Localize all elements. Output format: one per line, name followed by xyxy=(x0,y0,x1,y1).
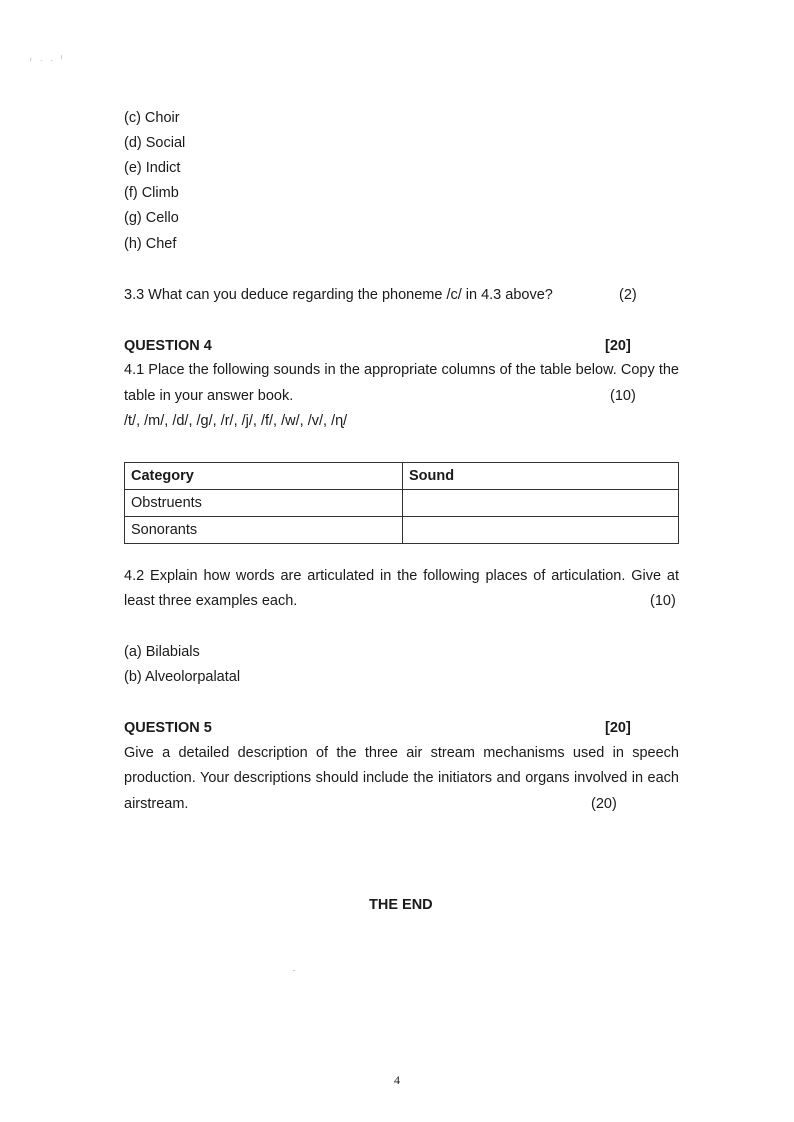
q4-1-line2: table in your answer book. xyxy=(124,388,294,404)
q3-3-text: 3.3 What can you deduce regarding the phoneme /c/ in 4.3 above? xyxy=(124,287,553,303)
table-header-sound: Sound xyxy=(403,463,679,490)
q5-total: [20] xyxy=(605,720,631,736)
q4-2-marks: (10) xyxy=(650,593,676,609)
table-cell-sound xyxy=(403,490,679,517)
table-cell-category: Obstruents xyxy=(125,490,403,517)
q3-option-f: (f) Climb xyxy=(124,185,179,201)
q5-line1: Give a detailed description of the three air stream mechanisms used in speech xyxy=(124,745,679,761)
q3-option-e: (e) Indict xyxy=(124,160,181,176)
q3-3-marks: (2) xyxy=(619,287,637,303)
q3-option-h: (h) Chef xyxy=(124,236,177,252)
table-cell-category: Sonorants xyxy=(125,517,403,544)
the-end-label: THE END xyxy=(369,897,433,913)
q5-line3: airstream. xyxy=(124,796,189,812)
q4-2-option-b: (b) Alveolorpalatal xyxy=(124,669,241,685)
scan-artifact-marks: ᵣ . . ˡ xyxy=(30,54,66,63)
q3-option-c: (c) Choir xyxy=(124,110,180,126)
q5-line2: production. Your descriptions should include the initiators and organs involved in each xyxy=(124,770,679,786)
table-cell-sound xyxy=(403,517,679,544)
q4-2-option-a: (a) Bilabials xyxy=(124,644,200,660)
q5-marks: (20) xyxy=(591,796,617,812)
table-row xyxy=(125,490,679,517)
q4-2-line2: least three examples each. xyxy=(124,593,298,609)
table-header-category: Category xyxy=(125,463,403,490)
sounds-table xyxy=(124,462,679,544)
q4-title: QUESTION 4 xyxy=(124,338,212,354)
table-row xyxy=(125,517,679,544)
q5-title: QUESTION 5 xyxy=(124,720,212,736)
q4-1-line1: 4.1 Place the following sounds in the appropriate columns of the table below. Copy the xyxy=(124,362,679,378)
q4-1-sounds: /t/, /m/, /d/, /g/, /r/, /j/, /f/, /w/, /v/, /ɳ/ xyxy=(124,413,348,429)
page-number: 4 xyxy=(394,1073,400,1087)
table-header-row xyxy=(125,463,679,490)
q4-1-marks: (10) xyxy=(610,388,636,404)
q4-2-line1: 4.2 Explain how words are articulated in the following places of articulation. Give at xyxy=(124,568,679,584)
scan-speck xyxy=(293,970,295,971)
q4-total: [20] xyxy=(605,338,631,354)
q3-option-g: (g) Cello xyxy=(124,210,179,226)
q3-option-d: (d) Social xyxy=(124,135,186,151)
